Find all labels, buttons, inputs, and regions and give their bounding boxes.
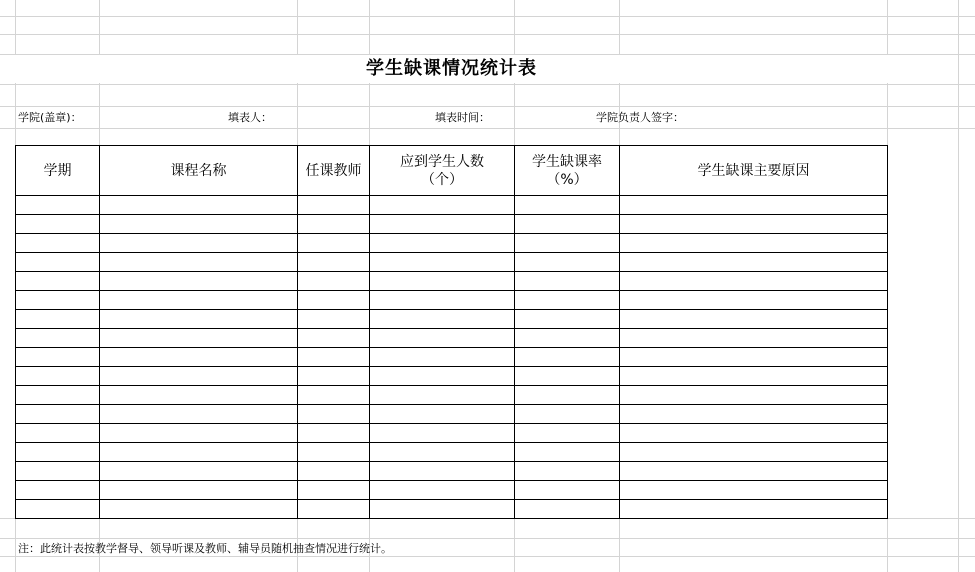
gridline-horizontal [0, 16, 975, 17]
table-cell[interactable] [100, 234, 298, 253]
table-cell[interactable] [620, 196, 888, 215]
table-cell[interactable] [620, 424, 888, 443]
table-cell[interactable] [370, 386, 515, 405]
table-row [16, 386, 888, 405]
table-cell[interactable] [100, 462, 298, 481]
table-cell[interactable] [16, 215, 100, 234]
table-cell[interactable] [515, 462, 620, 481]
table-cell[interactable] [100, 481, 298, 500]
fill-time-label[interactable]: 填表时间： [435, 111, 490, 124]
table-cell[interactable] [620, 348, 888, 367]
table-cell[interactable] [515, 234, 620, 253]
table-cell[interactable] [16, 462, 100, 481]
table-row [16, 424, 888, 443]
table-cell[interactable] [620, 329, 888, 348]
table-cell[interactable] [298, 424, 370, 443]
table-cell[interactable] [16, 253, 100, 272]
table-row [16, 462, 888, 481]
table-cell[interactable] [515, 405, 620, 424]
table-row [16, 367, 888, 386]
table-cell[interactable] [620, 462, 888, 481]
table-cell[interactable] [298, 329, 370, 348]
table-cell[interactable] [370, 253, 515, 272]
table-row [16, 329, 888, 348]
gridline-horizontal [0, 84, 975, 85]
table-cell[interactable] [370, 481, 515, 500]
table-cell[interactable] [298, 196, 370, 215]
header-cell[interactable] [370, 146, 515, 196]
header-cell[interactable] [16, 146, 100, 196]
header-unit: （%） [546, 171, 588, 188]
table-cell[interactable] [370, 215, 515, 234]
table-cell[interactable] [298, 500, 370, 519]
table-body [16, 196, 888, 519]
table-cell[interactable] [16, 272, 100, 291]
table-cell[interactable] [370, 405, 515, 424]
table-cell[interactable] [100, 348, 298, 367]
table-cell[interactable] [16, 443, 100, 462]
table-cell[interactable] [298, 291, 370, 310]
header-cell[interactable] [100, 146, 298, 196]
table-cell[interactable] [515, 329, 620, 348]
table-row [16, 253, 888, 272]
table-cell[interactable] [16, 310, 100, 329]
table-cell[interactable] [298, 386, 370, 405]
table-cell[interactable] [298, 481, 370, 500]
table-cell[interactable] [515, 291, 620, 310]
table-cell[interactable] [370, 196, 515, 215]
table-cell[interactable] [515, 272, 620, 291]
table-cell[interactable] [298, 348, 370, 367]
table-cell[interactable] [515, 424, 620, 443]
table-cell[interactable] [370, 291, 515, 310]
header-label: 学期 [43, 162, 72, 179]
table-cell[interactable] [620, 234, 888, 253]
table-cell[interactable] [298, 405, 370, 424]
table-cell[interactable] [370, 329, 515, 348]
table-cell[interactable] [298, 443, 370, 462]
table-cell[interactable] [100, 272, 298, 291]
table-cell[interactable] [620, 310, 888, 329]
header-cell[interactable] [620, 146, 888, 196]
header-cell[interactable] [298, 146, 370, 196]
header-label: 学生缺课率 [532, 153, 602, 170]
table-cell[interactable] [620, 291, 888, 310]
table-cell[interactable] [620, 253, 888, 272]
table-cell[interactable] [100, 367, 298, 386]
table-cell[interactable] [298, 215, 370, 234]
header-label: 应到学生人数 [400, 153, 484, 170]
table-cell[interactable] [100, 405, 298, 424]
table-row [16, 272, 888, 291]
table-cell[interactable] [16, 367, 100, 386]
table-cell[interactable] [515, 196, 620, 215]
signature-label[interactable]: 学院负责人签字： [596, 111, 684, 124]
table-cell[interactable] [298, 234, 370, 253]
table-cell[interactable] [298, 462, 370, 481]
table-cell[interactable] [515, 481, 620, 500]
table-cell[interactable] [620, 405, 888, 424]
filler-label[interactable]: 填表人： [228, 111, 272, 124]
table-row [16, 443, 888, 462]
table-cell[interactable] [100, 500, 298, 519]
table-row [16, 291, 888, 310]
header-label: 课程名称 [170, 162, 227, 179]
table-cell[interactable] [298, 272, 370, 291]
header-cell[interactable] [515, 146, 620, 196]
table-cell[interactable] [370, 424, 515, 443]
table-cell[interactable] [515, 386, 620, 405]
table-cell[interactable] [620, 215, 888, 234]
table-cell[interactable] [100, 386, 298, 405]
table-cell[interactable] [16, 481, 100, 500]
table-cell[interactable] [298, 310, 370, 329]
table-cell[interactable] [620, 481, 888, 500]
table-cell[interactable] [515, 348, 620, 367]
gridline-vertical [958, 0, 959, 572]
header-unit: （个） [421, 171, 463, 188]
table-cell[interactable] [515, 443, 620, 462]
gridline-horizontal [0, 106, 975, 107]
table-row [16, 215, 888, 234]
table-cell[interactable] [16, 424, 100, 443]
table-cell[interactable] [298, 253, 370, 272]
gridline-horizontal [0, 128, 975, 129]
table-cell[interactable] [16, 196, 100, 215]
table-cell[interactable] [16, 405, 100, 424]
gridline-horizontal [0, 538, 975, 539]
table-row [16, 405, 888, 424]
table-cell[interactable] [16, 291, 100, 310]
table-cell[interactable] [370, 443, 515, 462]
table-cell[interactable] [16, 234, 100, 253]
table-cell[interactable] [620, 386, 888, 405]
table-row [16, 500, 888, 519]
table-cell[interactable] [16, 348, 100, 367]
absence-stats-table [15, 145, 888, 519]
table-cell[interactable] [298, 367, 370, 386]
table-cell[interactable] [100, 310, 298, 329]
table-cell[interactable] [100, 291, 298, 310]
table-cell[interactable] [370, 367, 515, 386]
table-cell[interactable] [370, 310, 515, 329]
table-cell[interactable] [370, 348, 515, 367]
table-cell[interactable] [16, 386, 100, 405]
table-row [16, 310, 888, 329]
table-row [16, 481, 888, 500]
table-cell[interactable] [515, 253, 620, 272]
table-cell[interactable] [100, 329, 298, 348]
table-cell[interactable] [16, 500, 100, 519]
table-cell[interactable] [515, 215, 620, 234]
table-row [16, 234, 888, 253]
table-cell[interactable] [100, 196, 298, 215]
table-cell[interactable] [100, 253, 298, 272]
table-cell[interactable] [620, 500, 888, 519]
table-cell[interactable] [100, 443, 298, 462]
table-cell[interactable] [100, 215, 298, 234]
table-cell[interactable] [620, 367, 888, 386]
table-cell[interactable] [515, 310, 620, 329]
sheet-title[interactable]: 学生缺课情况统计表 [15, 55, 888, 83]
table-cell[interactable] [100, 424, 298, 443]
table-cell[interactable] [16, 329, 100, 348]
table-cell[interactable] [370, 500, 515, 519]
table-cell[interactable] [620, 272, 888, 291]
table-cell[interactable] [370, 272, 515, 291]
header-label: 学生缺课主要原因 [697, 162, 810, 179]
table-row [16, 196, 888, 215]
table-row [16, 348, 888, 367]
table-cell[interactable] [620, 443, 888, 462]
college-seal-label[interactable]: 学院(盖章)： [18, 111, 82, 124]
table-cell[interactable] [370, 234, 515, 253]
table-cell[interactable] [515, 367, 620, 386]
footnote[interactable]: 注：此统计表按教学督导、领导听课及教师、辅导员随机抽查情况进行统计。 [18, 542, 392, 555]
header-label: 任课教师 [305, 162, 362, 179]
table-cell[interactable] [370, 462, 515, 481]
gridline-horizontal [0, 34, 975, 35]
header-row [16, 146, 888, 196]
table-cell[interactable] [515, 500, 620, 519]
